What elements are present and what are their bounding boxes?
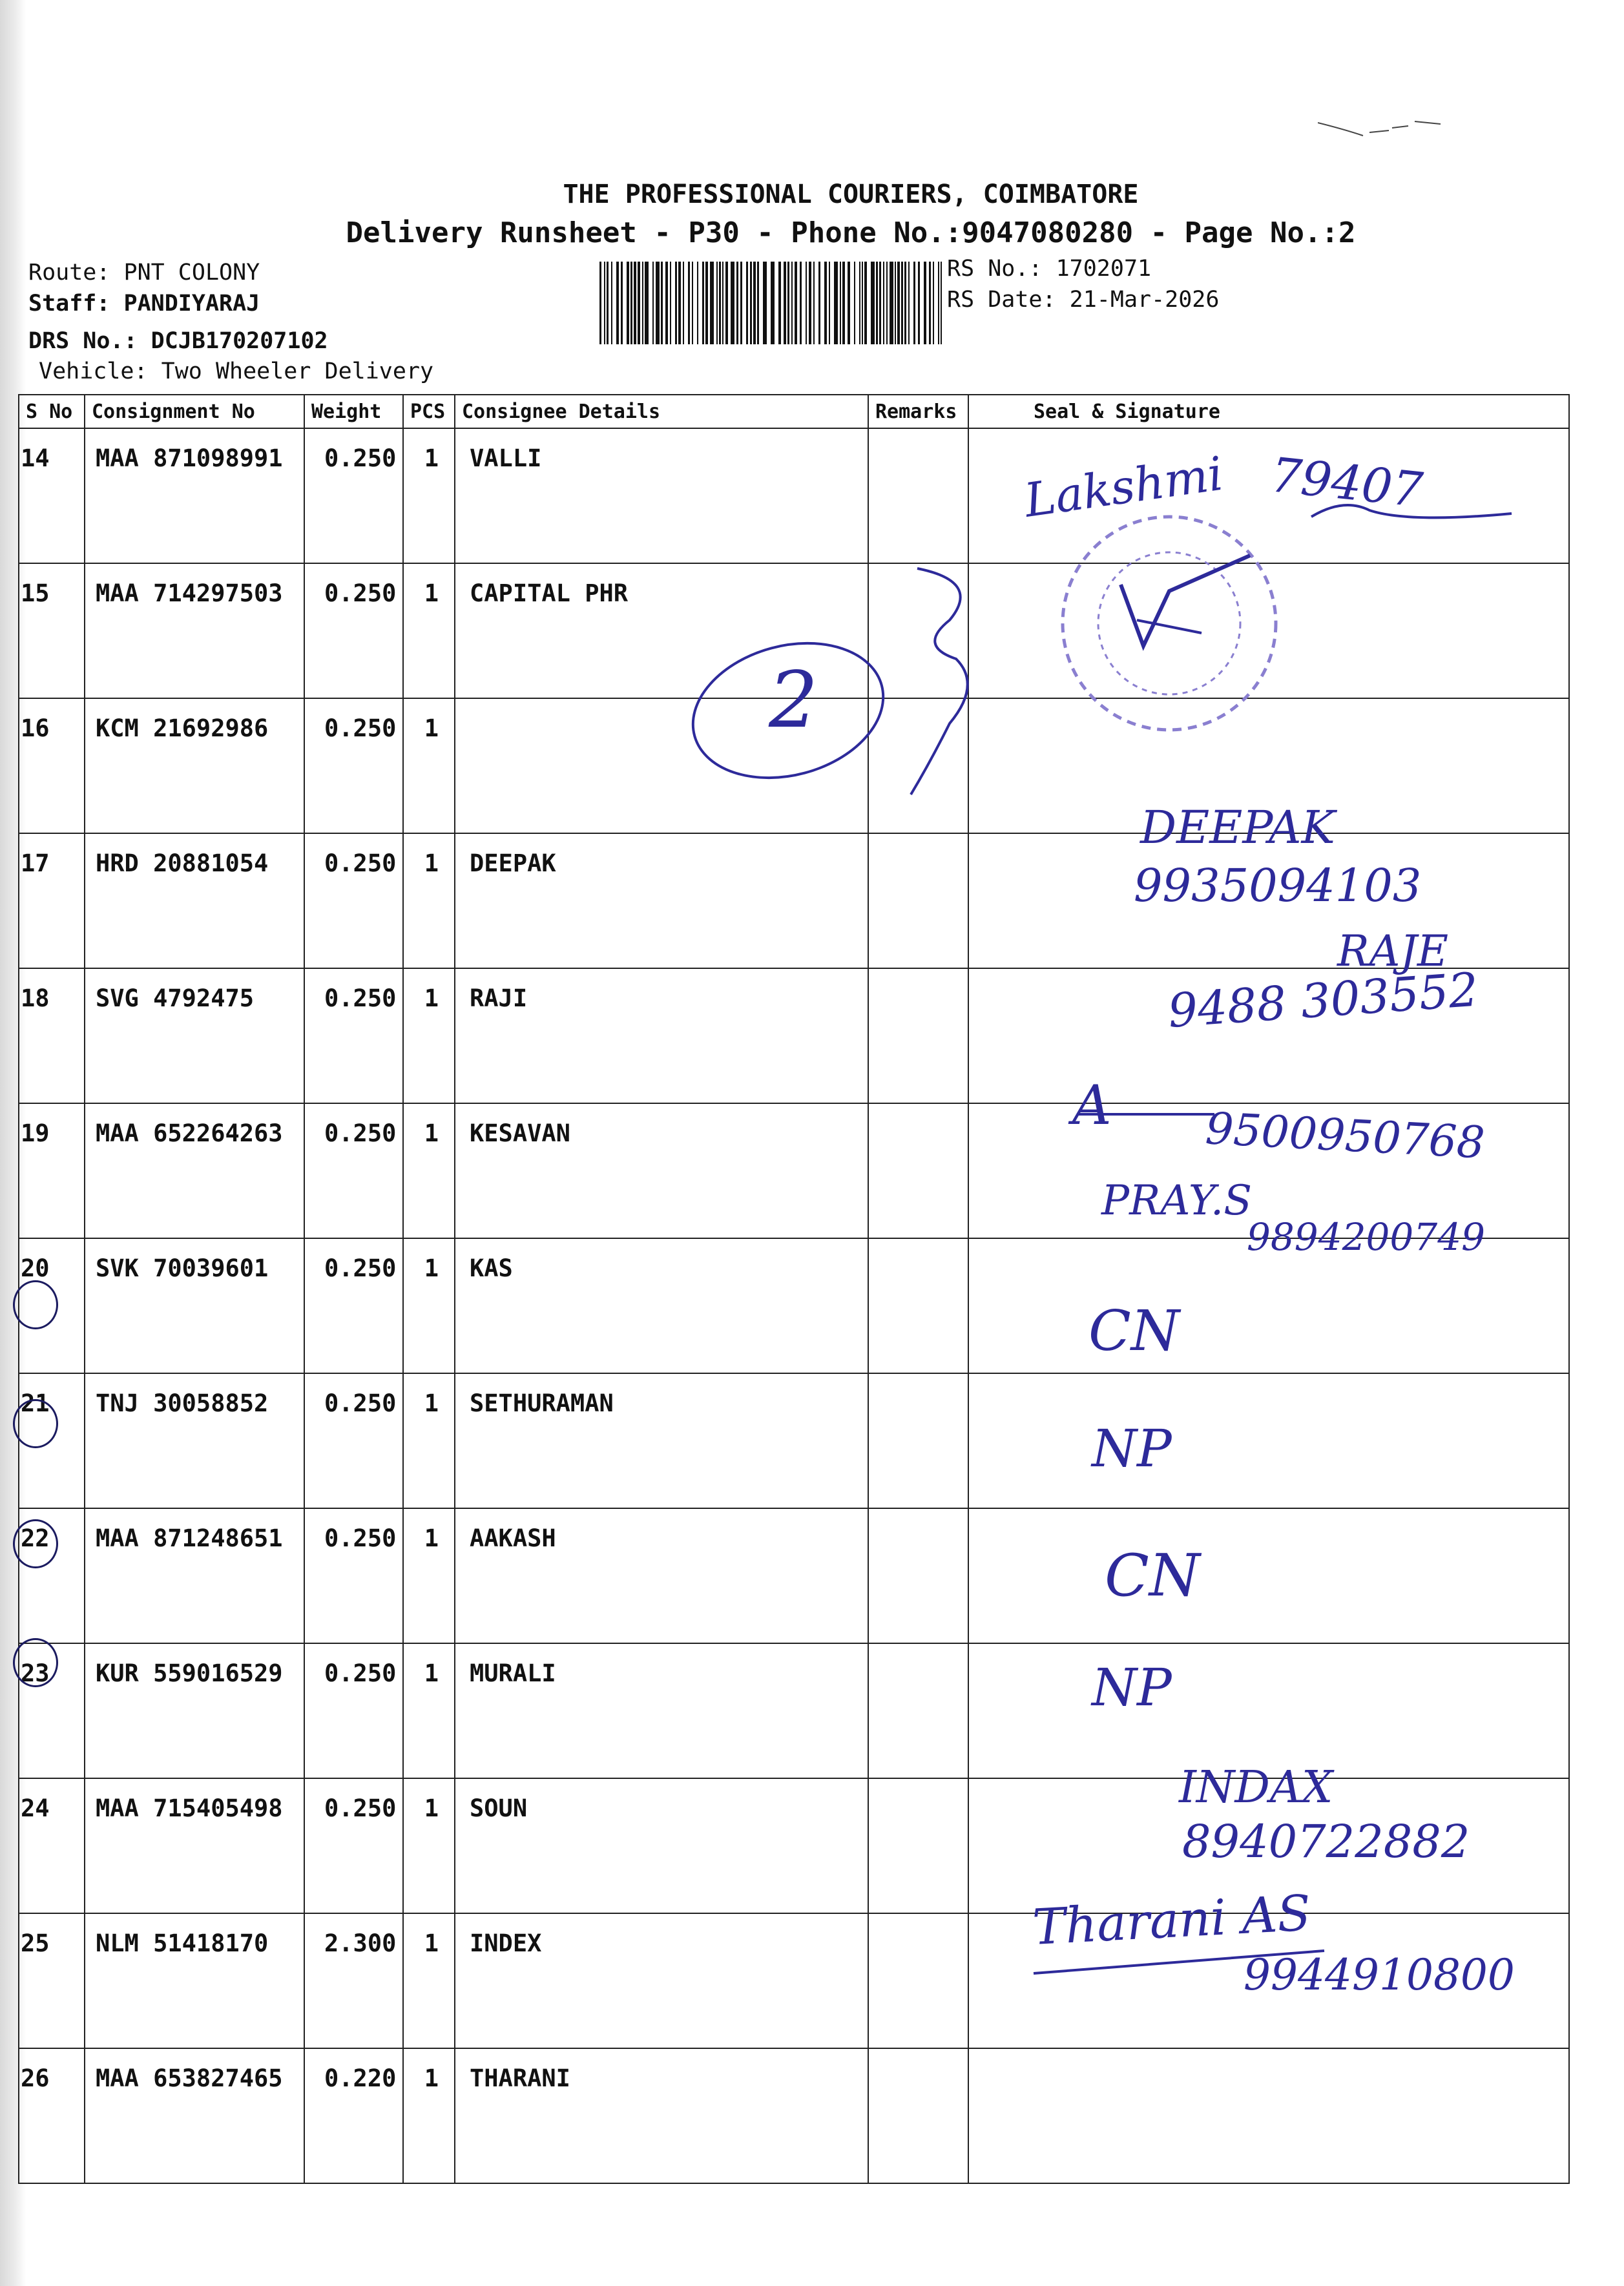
table-row xyxy=(19,1778,1569,1913)
cell-consignment: NLM 51418170 xyxy=(85,1913,304,2048)
cell-sno: 21 xyxy=(19,1373,85,1508)
hand-r18-name: RAJE xyxy=(1337,926,1448,976)
cell-sno: 19 xyxy=(19,1103,85,1238)
cell-pcs: 1 xyxy=(403,2048,455,2183)
hand-r18-phone: 9488 303552 xyxy=(1166,962,1480,1038)
cell-consignee: RAJI xyxy=(455,968,868,1103)
col-remarks: Remarks xyxy=(868,395,968,428)
cell-signature xyxy=(968,428,1569,563)
table-row xyxy=(19,1508,1569,1643)
cell-consignment: KUR 559016529 xyxy=(85,1643,304,1778)
pen-circle-mark xyxy=(13,1280,58,1329)
cell-pcs: 1 xyxy=(403,833,455,968)
staff-value: PANDIYARAJ xyxy=(123,291,260,317)
cell-consignment: MAA 715405498 xyxy=(85,1778,304,1913)
cell-consignee: KAS xyxy=(455,1238,868,1373)
cell-remarks xyxy=(868,1913,968,2048)
table-row xyxy=(19,563,1569,698)
vehicle-line xyxy=(39,358,433,384)
hand-r21-status: CN xyxy=(1088,1299,1180,1364)
cell-consignment: HRD 20881054 xyxy=(85,833,304,968)
table-row xyxy=(19,1238,1569,1373)
rs-date-label: RS Date: xyxy=(947,287,1056,313)
table-row xyxy=(19,1373,1569,1508)
cell-sno: 17 xyxy=(19,833,85,968)
cell-remarks xyxy=(868,1643,968,1778)
cell-sno: 26 xyxy=(19,2048,85,2183)
hand-r23-status: CN xyxy=(1105,1542,1200,1610)
route-line xyxy=(28,260,260,286)
cell-pcs: 1 xyxy=(403,1508,455,1643)
cell-pcs: 1 xyxy=(403,1373,455,1508)
cell-weight: 0.250 xyxy=(304,428,403,563)
cell-consignment: SVG 4792475 xyxy=(85,968,304,1103)
cell-consignment: KCM 21692986 xyxy=(85,698,304,833)
cell-weight: 2.300 xyxy=(304,1913,403,2048)
drs-label: DRS No.: xyxy=(28,328,138,354)
cell-weight: 0.250 xyxy=(304,833,403,968)
cell-consignee: THARANI xyxy=(455,2048,868,2183)
hand-r17-name: DEEPAK xyxy=(1140,801,1335,854)
cell-pcs: 1 xyxy=(403,968,455,1103)
cell-weight: 0.220 xyxy=(304,2048,403,2183)
cell-signature xyxy=(968,563,1569,698)
cell-weight: 0.250 xyxy=(304,563,403,698)
cell-pcs: 1 xyxy=(403,1643,455,1778)
cell-pcs: 1 xyxy=(403,1913,455,2048)
hand-r20-phone: 9894200749 xyxy=(1247,1215,1486,1259)
cell-sno: 25 xyxy=(19,1913,85,2048)
cell-remarks xyxy=(868,1238,968,1373)
table-row xyxy=(19,833,1569,968)
scan-speck xyxy=(1318,116,1447,149)
cell-sno: 15 xyxy=(19,563,85,698)
cell-consignment: MAA 871098991 xyxy=(85,428,304,563)
hand-r25-name: INDAX xyxy=(1179,1762,1333,1813)
col-weight: Weight xyxy=(304,395,403,428)
cell-consignment: TNJ 30058852 xyxy=(85,1373,304,1508)
hand-r19-phone: 9500950768 xyxy=(1204,1103,1486,1169)
cell-remarks xyxy=(868,2048,968,2183)
cell-consignee: KESAVAN xyxy=(455,1103,868,1238)
drs-value: DCJB170207102 xyxy=(151,328,328,354)
cell-consignment: MAA 714297503 xyxy=(85,563,304,698)
runsheet-barcode xyxy=(599,262,942,344)
cell-signature xyxy=(968,1778,1569,1913)
table-row xyxy=(19,428,1569,563)
cell-signature xyxy=(968,833,1569,968)
cell-sno: 22 xyxy=(19,1508,85,1643)
cell-sno: 23 xyxy=(19,1643,85,1778)
table-row xyxy=(19,1643,1569,1778)
hand-r26-phone: 9944910800 xyxy=(1244,1950,1515,2000)
hand-mark-2: 2 xyxy=(769,656,818,745)
col-sno: S No xyxy=(19,395,85,428)
cell-signature xyxy=(968,1103,1569,1238)
pen-circle-mark xyxy=(13,1519,58,1568)
company-title: THE PROFESSIONAL COURIERS, COIMBATORE xyxy=(563,180,1139,209)
cell-consignee: CAPITAL PHR xyxy=(455,563,868,698)
cell-pcs: 1 xyxy=(403,1103,455,1238)
col-pcs: PCS xyxy=(403,395,455,428)
pen-circle-mark xyxy=(13,1399,58,1448)
hand-r24-status: NP xyxy=(1092,1657,1172,1718)
pen-circle-mark xyxy=(13,1638,58,1687)
cell-sno: 18 xyxy=(19,968,85,1103)
cell-consignment: MAA 653827465 xyxy=(85,2048,304,2183)
cell-remarks xyxy=(868,1103,968,1238)
hand-r25-phone: 8940722882 xyxy=(1182,1815,1470,1868)
staff-label: Staff: xyxy=(28,291,110,317)
col-consignee: Consignee Details xyxy=(455,395,868,428)
cell-pcs: 1 xyxy=(403,428,455,563)
cell-consignee: SETHURAMAN xyxy=(455,1373,868,1508)
cell-signature xyxy=(968,698,1569,833)
hand-r14-name: Lakshmi xyxy=(1021,446,1227,528)
cell-sno: 24 xyxy=(19,1778,85,1913)
table-row xyxy=(19,1103,1569,1238)
cell-weight: 0.250 xyxy=(304,1103,403,1238)
hand-r14-num: 79407 xyxy=(1268,447,1426,519)
col-consignment: Consignment No xyxy=(85,395,304,428)
rs-date-line xyxy=(947,287,1219,313)
cell-weight: 0.250 xyxy=(304,698,403,833)
cell-weight: 0.250 xyxy=(304,1643,403,1778)
runsheet-table xyxy=(18,394,1570,2184)
cell-signature xyxy=(968,1373,1569,1508)
hand-r17-phone: 9935094103 xyxy=(1134,859,1422,912)
runsheet-subtitle: Delivery Runsheet - P30 - Phone No.:9047080280 - Page No.:2 xyxy=(346,216,1356,249)
rs-no-label: RS No.: xyxy=(947,256,1043,282)
cell-pcs: 1 xyxy=(403,563,455,698)
table-row xyxy=(19,2048,1569,2183)
hand-r20-name: PRAY.S xyxy=(1101,1177,1253,1225)
route-label: Route: xyxy=(28,260,110,286)
table-row xyxy=(19,1913,1569,2048)
cell-consignment: SVK 70039601 xyxy=(85,1238,304,1373)
cell-remarks xyxy=(868,1373,968,1508)
cell-weight: 0.250 xyxy=(304,1238,403,1373)
table-row xyxy=(19,698,1569,833)
cell-signature xyxy=(968,1643,1569,1778)
staff-line xyxy=(28,291,260,317)
cell-consignee: SOUN xyxy=(455,1778,868,1913)
cell-signature xyxy=(968,2048,1569,2183)
cell-consignee: VALLI xyxy=(455,428,868,563)
cell-signature xyxy=(968,1238,1569,1373)
cell-consignee: DEEPAK xyxy=(455,833,868,968)
vehicle-value: Two Wheeler Delivery xyxy=(161,358,434,384)
hand-r22-status: NP xyxy=(1092,1418,1172,1479)
cell-consignee: INDEX xyxy=(455,1913,868,2048)
cell-pcs: 1 xyxy=(403,698,455,833)
cell-remarks xyxy=(868,698,968,833)
cell-remarks xyxy=(868,1778,968,1913)
cell-remarks xyxy=(868,968,968,1103)
cell-sno: 20 xyxy=(19,1238,85,1373)
cell-remarks xyxy=(868,428,968,563)
cell-remarks xyxy=(868,833,968,968)
cell-consignment: MAA 652264263 xyxy=(85,1103,304,1238)
cell-signature xyxy=(968,1508,1569,1643)
cell-weight: 0.250 xyxy=(304,1373,403,1508)
cell-weight: 0.250 xyxy=(304,1778,403,1913)
cell-remarks xyxy=(868,1508,968,1643)
cell-weight: 0.250 xyxy=(304,1508,403,1643)
route-value: PNT COLONY xyxy=(123,260,260,286)
table-header-row xyxy=(19,395,1569,428)
cell-pcs: 1 xyxy=(403,1238,455,1373)
rs-no-value: 1702071 xyxy=(1056,256,1152,282)
hand-r26-name: Tharani AS xyxy=(1031,1884,1313,1956)
col-signature: Seal & Signature xyxy=(968,395,1569,428)
cell-weight: 0.250 xyxy=(304,968,403,1103)
cell-sno: 14 xyxy=(19,428,85,563)
cell-consignee xyxy=(455,698,868,833)
vehicle-label: Vehicle: xyxy=(39,358,148,384)
cell-consignment: MAA 871248651 xyxy=(85,1508,304,1643)
cell-signature xyxy=(968,1913,1569,2048)
table-row xyxy=(19,968,1569,1103)
cell-remarks xyxy=(868,563,968,698)
cell-consignee: AAKASH xyxy=(455,1508,868,1643)
rs-date-value: 21-Mar-2026 xyxy=(1069,287,1220,313)
cell-signature xyxy=(968,968,1569,1103)
rs-no-line xyxy=(947,256,1151,282)
cell-consignee: MURALI xyxy=(455,1643,868,1778)
cell-pcs: 1 xyxy=(403,1778,455,1913)
hand-r19-mark: A xyxy=(1072,1074,1112,1137)
drs-line xyxy=(28,328,328,354)
cell-sno: 16 xyxy=(19,698,85,833)
